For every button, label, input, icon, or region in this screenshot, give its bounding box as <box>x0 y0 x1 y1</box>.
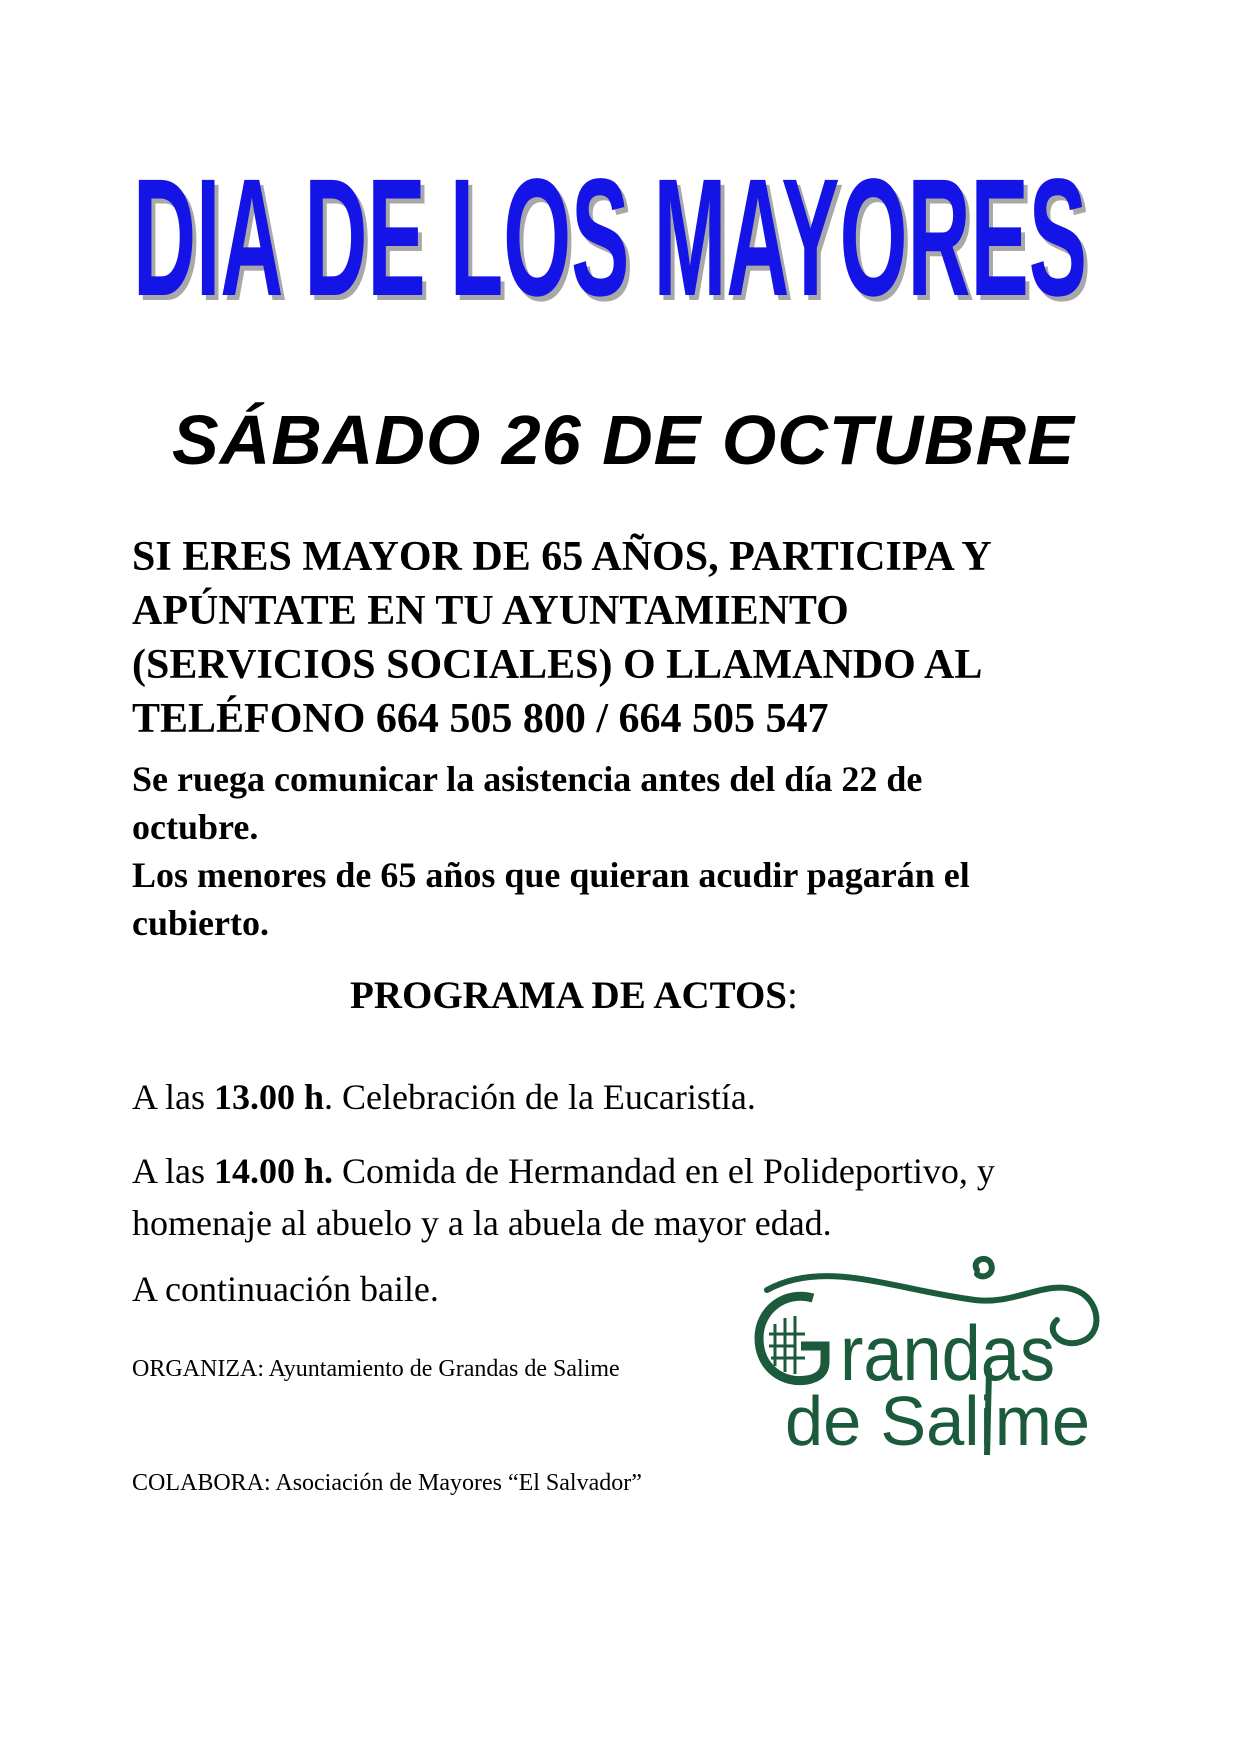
intro-line: TELÉFONO 664 505 800 / 664 505 547 <box>132 696 829 742</box>
programa-heading-colon: : <box>787 974 798 1017</box>
intro-line: (SERVICIOS SOCIALES) O LLAMANDO AL <box>132 642 983 688</box>
note-line: Los menores de 65 años que quieran acudir pagarán el <box>132 855 970 895</box>
act-description-continued: homenaje al abuelo y a la abuela de mayor edad. <box>132 1203 832 1243</box>
note-line: Se ruega comunicar la asistencia antes del día 22 de <box>132 759 923 799</box>
poster-title-graphic <box>133 150 1133 320</box>
note-line: octubre. <box>132 807 259 847</box>
act-prefix: A las <box>132 1077 215 1117</box>
note-line: cubierto. <box>132 903 269 943</box>
organiza-credit: ORGANIZA: Ayuntamiento de Grandas de Salime <box>132 1356 620 1382</box>
poster-title-text: DIA DE LOS MAYORES <box>133 150 1087 320</box>
logo-text-line2: de Salime <box>785 1382 1090 1455</box>
colabora-credit: COLABORA: Asociación de Mayores “El Salvador” <box>132 1470 642 1496</box>
act-item <box>132 1145 995 1249</box>
act-prefix: A las <box>132 1151 215 1191</box>
programa-heading-text: PROGRAMA DE ACTOS <box>350 974 787 1017</box>
logo-graphic <box>745 1250 1115 1455</box>
intro-line: APÚNTATE EN TU AYUNTAMIENTO <box>132 588 849 634</box>
poster-title <box>133 150 1133 320</box>
act-item <box>132 1071 756 1123</box>
grandas-de-salime-logo <box>745 1250 1115 1455</box>
act-description: Comida de Hermandad en el Polideportivo, y <box>333 1151 995 1191</box>
act-item: A continuación baile. <box>132 1269 439 1309</box>
act-time: 14.00 h. <box>214 1151 334 1191</box>
intro-line: SI ERES MAYOR DE 65 AÑOS, PARTICIPA Y <box>132 534 992 580</box>
act-time: 13.00 h <box>214 1077 325 1117</box>
intro-block <box>132 530 1132 746</box>
event-date: SÁBADO 26 DE OCTUBRE <box>172 401 1075 479</box>
note-block <box>132 755 1132 947</box>
poster-title-shadow: DIA DE LOS MAYORES <box>137 150 1091 320</box>
programa-heading <box>350 973 798 1018</box>
act-description: . Celebración de la Eucaristía. <box>324 1077 756 1117</box>
logo-text-line1-visible: randas <box>840 1309 1055 1397</box>
